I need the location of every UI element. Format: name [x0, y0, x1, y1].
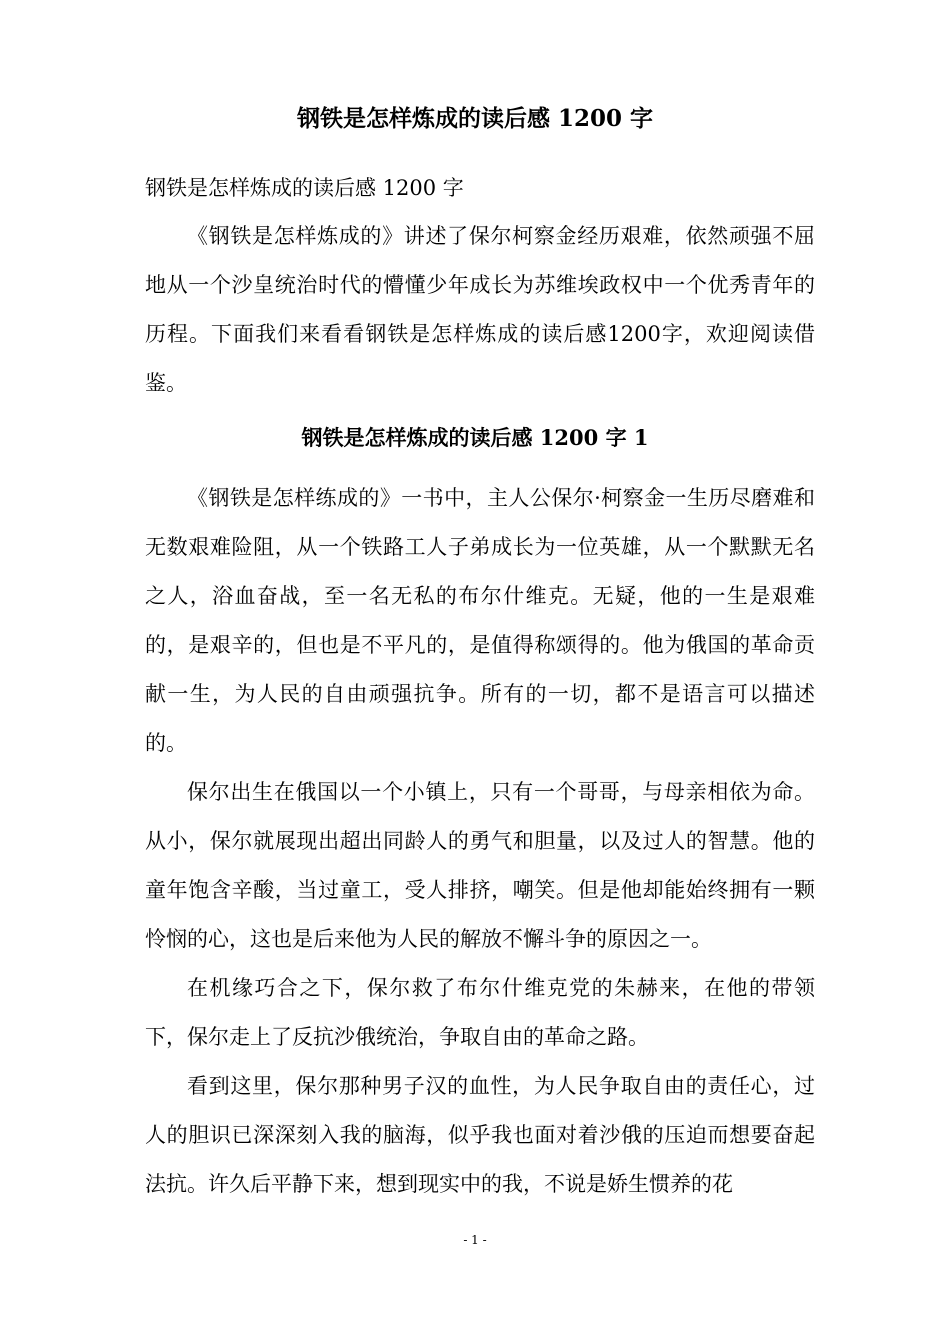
- body-paragraph-4: 看到这里，保尔那种男子汉的血性，为人民争取自由的责任心，过人的胆识已深深刻入我的脑海，似乎我也面对着沙俄的压迫而想要奋起法抗。许久后平静下来，想到现实中的我，不说是娇生惯养的花: [145, 1074, 815, 1196]
- section-body: [145, 474, 815, 1209]
- body-paragraph-3: 在机缘巧合之下，保尔救了布尔什维克党的朱赫来，在他的带领下，保尔走上了反抗沙俄统治，争取自由的革命之路。: [145, 976, 815, 1049]
- body-paragraph-2: 保尔出生在俄国以一个小镇上，只有一个哥哥，与母亲相依为命。从小，保尔就展现出超出同龄人的勇气和胆量，以及过人的智慧。他的童年饱含辛酸，当过童工，受人排挤，嘲笑。但是他却能始终拥有一颗怜悯的心，这也是后来他为人民的解放不懈斗争的原因之一。: [145, 780, 815, 951]
- body-paragraph-1: 《钢铁是怎样练成的》一书中，主人公保尔·柯察金一生历尽磨难和无数艰难险阻，从一个铁路工人子弟成长为一位英雄，从一个默默无名之人，浴血奋战，至一名无私的布尔什维克。无疑，他的一生是艰难的，是艰辛的，但也是不平凡的，是值得称颂得的。他为俄国的革命贡献一生，为人民的自由顽强抗争。所有的一切，都不是语言可以描述的。: [145, 486, 815, 755]
- page-number: - 1 -: [463, 1233, 487, 1247]
- section-heading: 钢铁是怎样炼成的读后感 1200 字 1: [301, 425, 649, 450]
- intro-section: [145, 212, 815, 408]
- intro-paragraph: 《钢铁是怎样炼成的》讲述了保尔柯察金经历艰难，依然顽强不屈地从一个沙皇统治时代的懵懂少年成长为苏维埃政权中一个优秀青年的历程。下面我们来看看钢铁是怎样炼成的读后感1200字，欢迎阅读借鉴。: [145, 224, 815, 395]
- document-title: 钢铁是怎样炼成的读后感 1200 字: [296, 105, 654, 132]
- document-subtitle: 钢铁是怎样炼成的读后感 1200 字: [145, 176, 464, 200]
